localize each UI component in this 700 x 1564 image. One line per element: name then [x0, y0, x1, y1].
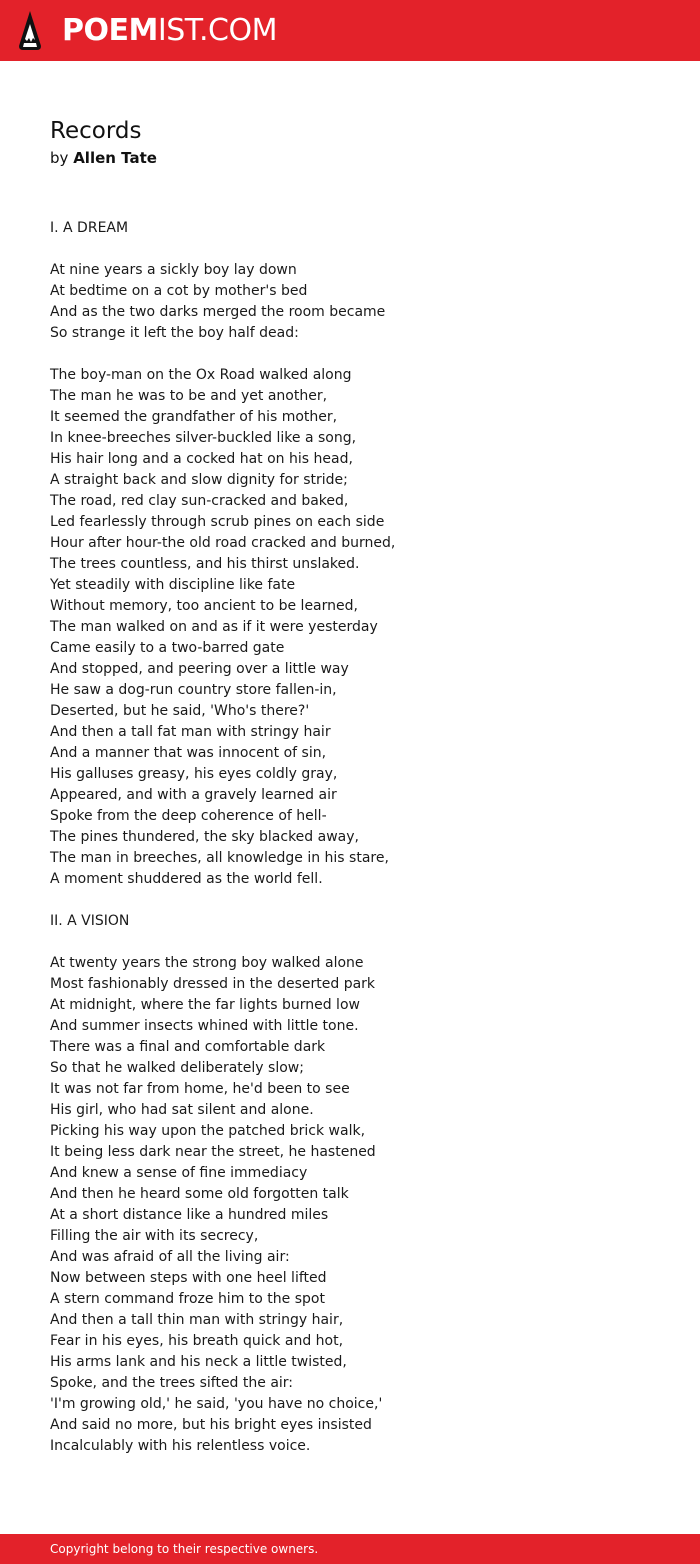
- poem-line: A straight back and slow dignity for stride;: [50, 472, 348, 488]
- poem-line: The road, red clay sun-cracked and baked,: [50, 493, 349, 509]
- poem-line: The man he was to be and yet another,: [50, 388, 328, 404]
- poem-line: His arms lank and his neck a little twisted,: [50, 1354, 347, 1370]
- poem-line: And was afraid of all the living air:: [50, 1249, 290, 1265]
- byline-prefix: by: [50, 149, 69, 167]
- pencil-tip-icon[interactable]: [18, 10, 42, 50]
- poem-line: The man in breeches, all knowledge in his stare,: [50, 850, 389, 866]
- poem-line: Came easily to a two-barred gate: [50, 640, 285, 656]
- poem-line: So strange it left the boy half dead:: [50, 325, 299, 341]
- poem-content: [50, 116, 670, 1478]
- poem-line: At midnight, where the far lights burned low: [50, 997, 360, 1013]
- poem-line: The man walked on and as if it were yesterday: [50, 619, 378, 635]
- poem-line: Most fashionably dressed in the deserted park: [50, 976, 376, 992]
- poem-line: In knee-breeches silver-buckled like a song,: [50, 430, 357, 446]
- poem-line: And a manner that was innocent of sin,: [50, 745, 327, 761]
- poem-stanza: [50, 953, 670, 1457]
- poem-line: And summer insects whined with little tone.: [50, 1018, 359, 1034]
- poem-title: Records: [50, 118, 142, 144]
- poem-line: Incalculably with his relentless voice.: [50, 1438, 311, 1454]
- poem-line: It was not far from home, he'd been to see: [50, 1081, 350, 1097]
- poem-line: So that he walked deliberately slow;: [50, 1060, 304, 1076]
- poem-line: And then a tall thin man with stringy hair,: [50, 1312, 344, 1328]
- poem-body: [50, 218, 670, 1457]
- poem-line: Yet steadily with discipline like fate: [50, 577, 296, 593]
- footer-copyright: Copyright belong to their respective owners.: [50, 1542, 319, 1556]
- poem-line: His hair long and a cocked hat on his head,: [50, 451, 353, 467]
- poem-line: At bedtime on a cot by mother's bed: [50, 283, 308, 299]
- poem-line: And said no more, but his bright eyes insisted: [50, 1417, 372, 1433]
- poem-line: A moment shuddered as the world fell.: [50, 871, 323, 887]
- poem-byline: [50, 147, 670, 169]
- poem-line: Hour after hour-the old road cracked and burned,: [50, 535, 396, 551]
- poem-line: Now between steps with one heel lifted: [50, 1270, 327, 1286]
- poem-line: And as the two darks merged the room became: [50, 304, 386, 320]
- poem-line: A stern command froze him to the spot: [50, 1291, 325, 1307]
- site-footer: [0, 1534, 700, 1564]
- poem-line: His girl, who had sat silent and alone.: [50, 1102, 314, 1118]
- poem-line: Spoke from the deep coherence of hell-: [50, 808, 327, 824]
- poem-author: Allen Tate: [73, 149, 157, 167]
- poem-line: Spoke, and the trees sifted the air:: [50, 1375, 294, 1391]
- poem-line: It being less dark near the street, he hastened: [50, 1144, 376, 1160]
- poem-line: It seemed the grandfather of his mother,: [50, 409, 338, 425]
- poem-line: His galluses greasy, his eyes coldly gray,: [50, 766, 338, 782]
- poem-line: He saw a dog-run country store fallen-in,: [50, 682, 337, 698]
- poem-line: The pines thundered, the sky blacked away,: [50, 829, 359, 845]
- poem-line: Appeared, and with a gravely learned air: [50, 787, 337, 803]
- poem-line: And then he heard some old forgotten talk: [50, 1186, 349, 1202]
- logo-bold-text: POEM: [62, 13, 158, 48]
- section-heading: [50, 911, 670, 932]
- poem-line: Filling the air with its secrecy,: [50, 1228, 259, 1244]
- site-logo-link[interactable]: [62, 13, 277, 49]
- poem-line: Without memory, too ancient to be learned,: [50, 598, 358, 614]
- poem-line: Fear in his eyes, his breath quick and hot,: [50, 1333, 344, 1349]
- poem-line: And knew a sense of fine immediacy: [50, 1165, 308, 1181]
- site-header: [0, 0, 700, 61]
- section-heading: [50, 218, 670, 239]
- poem-line: The trees countless, and his thirst unslaked.: [50, 556, 360, 572]
- poem-line: At twenty years the strong boy walked alone: [50, 955, 364, 971]
- logo-light-text: IST.COM: [157, 13, 277, 48]
- poem-line: And stopped, and peering over a little way: [50, 661, 349, 677]
- poem-line: There was a final and comfortable dark: [50, 1039, 326, 1055]
- poem-line: 'I'm growing old,' he said, 'you have no choice,': [50, 1396, 383, 1412]
- poem-line: I. A DREAM: [50, 220, 129, 236]
- poem-line: II. A VISION: [50, 913, 130, 929]
- poem-line: At nine years a sickly boy lay down: [50, 262, 297, 278]
- poem-stanza: [50, 365, 670, 890]
- poem-line: The boy-man on the Ox Road walked along: [50, 367, 352, 383]
- poem-line: And then a tall fat man with stringy hair: [50, 724, 331, 740]
- poem-stanza: [50, 260, 670, 344]
- poem-line: Deserted, but he said, 'Who's there?': [50, 703, 310, 719]
- poem-line: Picking his way upon the patched brick walk,: [50, 1123, 366, 1139]
- poem-line: At a short distance like a hundred miles: [50, 1207, 329, 1223]
- poem-line: Led fearlessly through scrub pines on each side: [50, 514, 385, 530]
